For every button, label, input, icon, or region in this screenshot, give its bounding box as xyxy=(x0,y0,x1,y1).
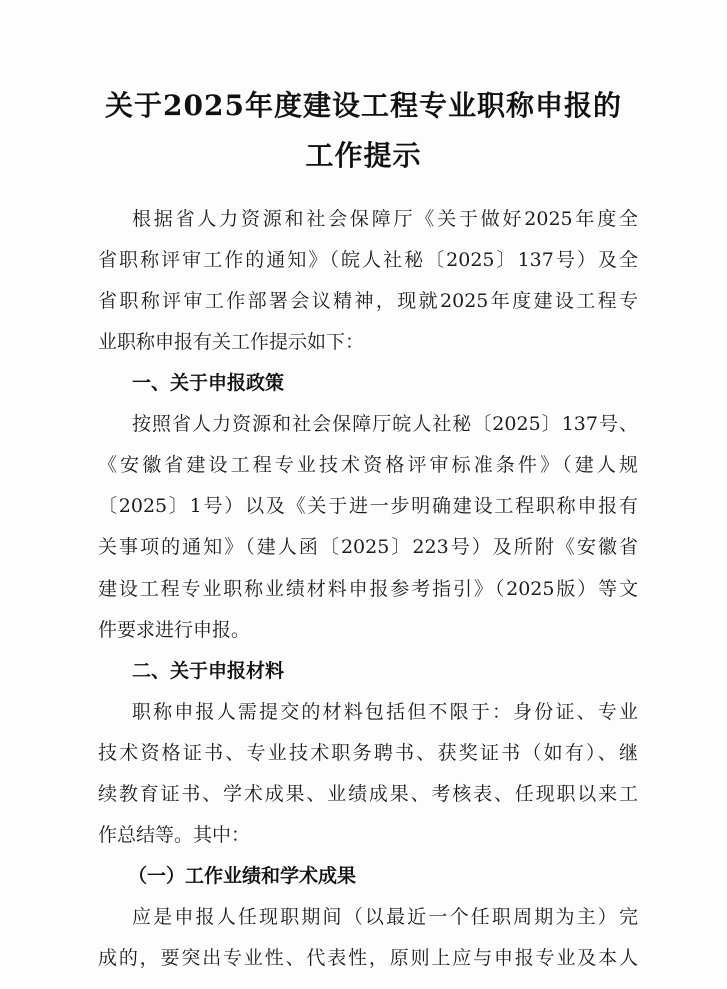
intro-line-4: 业职称申报有关工作提示如下： xyxy=(98,331,365,353)
subsection-1-heading: （一）工作业绩和学术成果 xyxy=(128,865,357,887)
section-2-line-1: 职称申报人需提交的材料包括但不限于：身份证、专业 xyxy=(132,701,638,723)
section-1-line-3: 〔2025〕1号）以及《关于进一步明确建设工程职称申报有 xyxy=(98,495,638,517)
document-title-line-2: 工作提示 xyxy=(305,139,422,172)
section-2-line-4: 作总结等。其中： xyxy=(98,824,251,846)
intro-line-2: 省职称评审工作的通知》（皖人社秘〔2025〕137号）及全 xyxy=(98,249,638,271)
section-1-line-5: 建设工程专业职称业绩材料申报参考指引》（2025版）等文 xyxy=(98,578,638,600)
section-1-line-6: 件要求进行申报。 xyxy=(98,619,251,641)
section-2-line-3: 续教育证书、学术成果、业绩成果、考核表、任现职以来工 xyxy=(98,783,638,805)
document-title-line-1: 关于2025年度建设工程专业职称申报的 xyxy=(105,89,622,122)
subsection-1-line-1: 应是申报人任现职期间（以最近一个任职周期为主）完 xyxy=(132,906,638,928)
intro-line-1: 根据省人力资源和社会保障厅《关于做好2025年度全 xyxy=(132,208,638,230)
section-2-heading: 二、关于申报材料 xyxy=(132,660,285,682)
section-1-heading: 一、关于申报政策 xyxy=(132,372,285,394)
section-1-line-1: 按照省人力资源和社会保障厅皖人社秘〔2025〕137号、 xyxy=(132,413,638,435)
section-2-line-2: 技术资格证书、专业技术职务聘书、获奖证书（如有）、继 xyxy=(98,742,638,764)
section-1-line-2: 《安徽省建设工程专业技术资格评审标准条件》（建人规 xyxy=(98,454,638,476)
subsection-1-line-2: 成的，要突出专业性、代表性，原则上应与申报专业及本人 xyxy=(98,947,638,969)
intro-line-3: 省职称评审工作部署会议精神，现就2025年度建设工程专 xyxy=(98,290,638,312)
section-1-line-4: 关事项的通知》（建人函〔2025〕223号）及所附《安徽省 xyxy=(98,536,638,558)
